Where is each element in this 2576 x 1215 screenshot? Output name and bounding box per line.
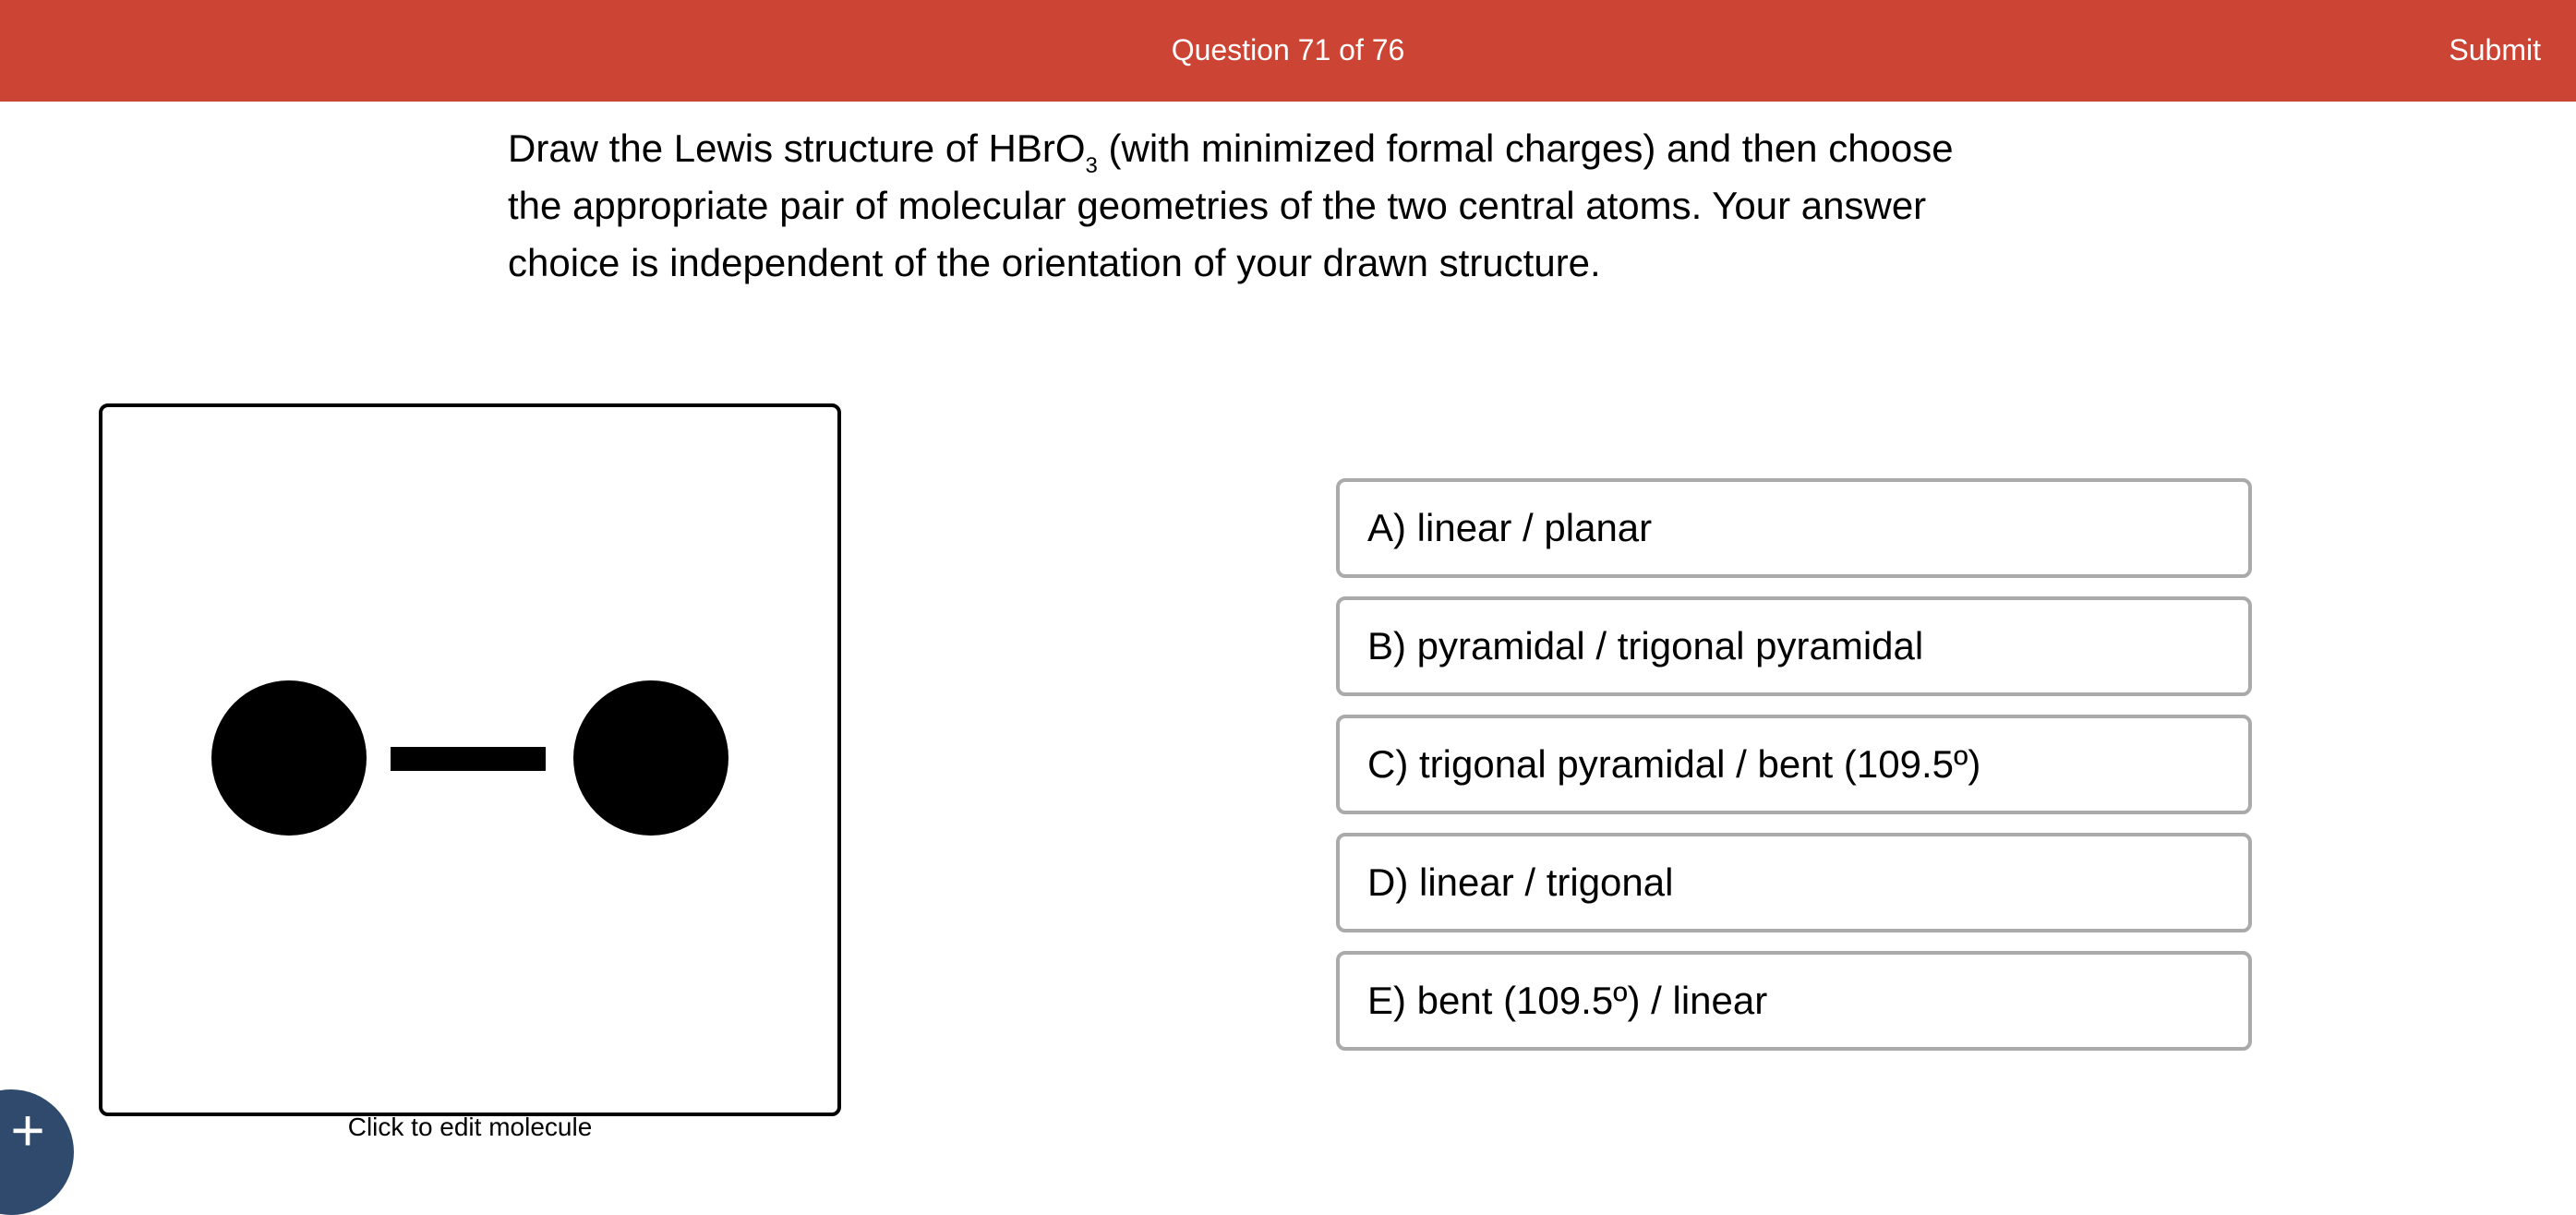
bond-single[interactable] <box>391 747 546 771</box>
question-text-part1: Draw the Lewis structure of HBrO <box>508 126 1086 170</box>
submit-button[interactable]: Submit <box>2449 33 2541 66</box>
question-text-part2: (with minimized formal charges) and then choose the appropriate pair of molecular geometries of the two central atoms. Your answer choice is independent of the orientation of your drawn structure. <box>508 126 1954 284</box>
choice-d[interactable] <box>1336 833 2252 932</box>
choice-label: E) bent (109.5º) / linear <box>1367 979 1768 1022</box>
top-bar <box>0 0 2576 102</box>
choice-c[interactable] <box>1336 715 2252 814</box>
atom-left[interactable] <box>211 680 367 836</box>
editor-caption: Click to edit molecule <box>347 1113 593 1141</box>
plus-icon: + <box>10 1097 45 1163</box>
molecule-editor[interactable] <box>99 403 841 1116</box>
atom-right[interactable] <box>573 680 728 836</box>
choice-b[interactable] <box>1336 596 2252 696</box>
question-prompt <box>508 120 1985 292</box>
add-button[interactable] <box>0 1089 74 1215</box>
question-subscript: 3 <box>1085 153 1098 178</box>
choice-a[interactable] <box>1336 478 2252 578</box>
molecule-drawing <box>102 407 837 1113</box>
choice-label: D) linear / trigonal <box>1367 860 1674 904</box>
choice-label: C) trigonal pyramidal / bent (109.5º) <box>1367 742 1981 786</box>
choice-label: A) linear / planar <box>1367 506 1653 549</box>
choice-label: B) pyramidal / trigonal pyramidal <box>1367 624 1924 668</box>
question-counter: Question 71 of 76 <box>1171 33 1405 66</box>
choice-e[interactable] <box>1336 951 2252 1051</box>
